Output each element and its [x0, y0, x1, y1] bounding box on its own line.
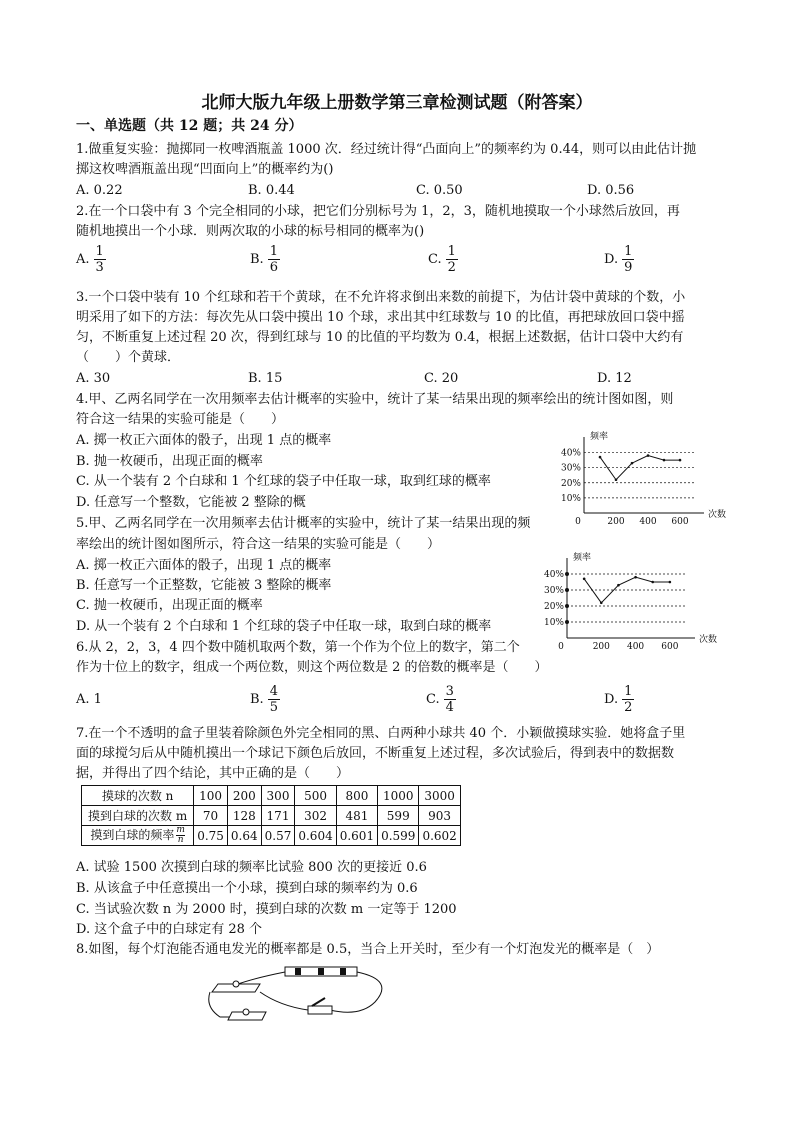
data-point — [663, 459, 666, 462]
q5-option-a[interactable]: A. 掷一枚正六面体的骰子，出现 1 点的概率 — [76, 558, 332, 573]
table-cell: 0.599 — [378, 826, 419, 846]
q6-option-c[interactable]: C. $\frac{3}{4}$ — [426, 684, 454, 715]
q3-line1: 3.一个口袋中装有 10 个红球和若干个黄球，在不允许将求倒出来数的前提下，为估计袋中黄球的个数，小 — [76, 290, 686, 305]
q7-line3: 据，并得出了四个结论，其中正确的是（ ） — [76, 766, 350, 781]
data-point — [631, 462, 634, 465]
x-axis-label: 次数 — [699, 635, 718, 645]
data-point — [600, 602, 603, 605]
bulb-icon — [233, 981, 239, 987]
x-tick-label: 400 — [639, 517, 657, 527]
q4-option-d[interactable]: D. 任意写一个整数，它能被 2 整除的概 — [76, 495, 306, 510]
table-row — [82, 806, 461, 826]
q4-option-a[interactable]: A. 掷一枚正六面体的骰子，出现 1 点的概率 — [76, 433, 332, 448]
q4-line1: 4.甲、乙两名同学在一次用频率去估计概率的实验中，统计了某一结果出现的频率绘出的统计图如图，则 — [76, 392, 674, 407]
q3-option-b[interactable]: B. 15 — [248, 371, 283, 386]
q2-option-c[interactable]: C. $\frac{1}{2}$ — [428, 244, 456, 275]
table-cell: 1000 — [378, 786, 419, 806]
y-tick-label: 30% — [560, 463, 581, 474]
q3-option-a[interactable]: A. 30 — [76, 371, 111, 386]
q6-option-d[interactable]: D. $\frac{1}{2}$ — [604, 684, 633, 715]
y-tick-label: 10% — [543, 618, 564, 628]
q6-line1: 6.从 2，2，3，4 四个数中随机取两个数，第一个作为个位上的数字，第二个 — [76, 640, 520, 655]
q6-option-a[interactable]: A. 1 — [76, 692, 102, 707]
q3-line4: （ ）个黄球． — [76, 350, 181, 365]
x-tick-label: 600 — [671, 517, 689, 527]
q7-line1: 7.在一个不透明的盒子里装着除颜色外完全相同的黑、白两种小球共 40 个．小颖做摸球实验．她将盒子里 — [76, 726, 686, 741]
y-tick-label: 40% — [543, 570, 564, 580]
q4-frequency-chart — [558, 421, 727, 533]
table-cell: 903 — [419, 806, 460, 826]
q2-line2: 随机地摸出一个小球．则两次取的小球的标号相同的概率为() — [76, 224, 425, 239]
q1-options — [76, 183, 726, 201]
x-tick-label: 600 — [661, 642, 679, 652]
q5-option-d[interactable]: D. 从一个装有 2 个白球和 1 个红球的袋子中任取一球，取到白球的概率 — [76, 619, 492, 634]
table-row — [82, 786, 461, 806]
table-cell: 0.602 — [419, 826, 460, 846]
table-cell: 800 — [336, 786, 377, 806]
q7-option-a[interactable]: A. 试验 1500 次摸到白球的频率比试验 800 次的更接近 0.6 — [76, 860, 427, 875]
q5-option-b[interactable]: B. 任意写一个正整数，它能被 3 整除的概率 — [76, 578, 332, 593]
table-cell: 500 — [295, 786, 336, 806]
table-cell: 0.601 — [336, 826, 377, 846]
x-tick-label: 200 — [607, 517, 625, 527]
y-tick-label: 20% — [560, 478, 581, 489]
y-tick-dot — [565, 588, 569, 592]
table-cell: 70 — [194, 806, 228, 826]
q2-line1: 2.在一个口袋中有 3 个完全相同的小球，把它们分别标号为 1，2，3，随机地摸取一个小球然后放回，再 — [76, 204, 680, 219]
y-tick-label: 30% — [543, 586, 564, 596]
battery-cell — [340, 968, 346, 975]
q5-line2: 率绘出的统计图如图所示，符合这一结果的实验可能是（ ） — [76, 537, 441, 552]
y-tick-dot — [565, 572, 569, 576]
q1-option-a[interactable]: A. 0.22 — [76, 183, 123, 198]
table-cell: 481 — [336, 806, 377, 826]
table-cell: 300 — [261, 786, 295, 806]
q2-option-a[interactable]: A. $\frac{1}{3}$ — [76, 244, 104, 275]
table-cell: 599 — [378, 806, 419, 826]
q3-option-c[interactable]: C. 20 — [424, 371, 459, 386]
q3-options — [76, 371, 726, 389]
y-axis-label: 频率 — [590, 432, 609, 442]
data-point — [651, 581, 654, 584]
table-cell: 摸球的次数 n — [82, 786, 194, 806]
data-point — [617, 584, 620, 587]
q4-option-b[interactable]: B. 抛一枚硬币，出现正面的概率 — [76, 454, 263, 469]
q2-option-d[interactable]: D. $\frac{1}{9}$ — [604, 244, 633, 275]
table-cell: 摸到白球的次数 m — [82, 806, 194, 826]
q1-option-d[interactable]: D. 0.56 — [587, 183, 635, 198]
table-cell: 0.57 — [261, 826, 295, 846]
y-tick-dot — [565, 604, 569, 608]
q3-option-d[interactable]: D. 12 — [597, 371, 632, 386]
table-cell: 摸到白球的频率 $\frac{m}{n}$ — [82, 826, 194, 846]
q6-option-b[interactable]: B. $\frac{4}{5}$ — [250, 684, 278, 715]
section-heading: 一、单选题（共 12 题；共 24 分） — [76, 118, 303, 134]
wire — [260, 992, 308, 1010]
q4-line2: 符合这一结果的实验可能是（ ） — [76, 412, 285, 427]
data-point — [679, 459, 682, 462]
q1-line1: 1.做重复实验：抛掷同一枚啤酒瓶盖 1000 次．经过统计得“凸面向上”的频率约为 0.44，则可以由此估计抛 — [76, 142, 697, 157]
q7-data-table — [81, 785, 461, 846]
switch-base — [308, 1006, 332, 1014]
q5-line1: 5.甲、乙两名同学在一次用频率去估计概率的实验中，统计了某一结果出现的频 — [76, 516, 531, 531]
data-point — [669, 581, 672, 584]
q7-line2: 面的球搅匀后从中随机摸出一个球记下颜色后放回，不断重复上述过程，多次试验后，得到表中的数据数 — [76, 746, 675, 761]
table-cell: 100 — [194, 786, 228, 806]
table-cell: 171 — [261, 806, 295, 826]
switch-lever — [312, 998, 325, 1006]
table-cell: 0.64 — [227, 826, 261, 846]
battery-cell — [318, 968, 324, 975]
table-cell: 200 — [227, 786, 261, 806]
q3-line2: 明采用了如下的方法：每次先从口袋中摸出 10 个球，求出其中红球数与 10 的比值，再把球放回口袋中摇 — [76, 310, 685, 325]
y-tick-label: 10% — [560, 493, 581, 504]
q7-option-b[interactable]: B. 从该盒子中任意摸出一个小球，摸到白球的频率约为 0.6 — [76, 881, 418, 896]
table-row — [82, 826, 461, 846]
q2-option-b[interactable]: B. $\frac{1}{6}$ — [250, 244, 278, 275]
q7-option-c[interactable]: C. 当试验次数 n 为 2000 时，摸到白球的次数 m 一定等于 1200 — [76, 902, 457, 917]
table-cell: 302 — [295, 806, 336, 826]
battery-cell — [295, 968, 301, 975]
circuit-diagram — [200, 962, 400, 1022]
x-tick-label: 200 — [592, 642, 610, 652]
y-tick-dot — [565, 620, 569, 624]
x-tick-label: 400 — [626, 642, 645, 652]
q5-frequency-chart — [535, 538, 718, 656]
y-tick-label: 40% — [560, 448, 581, 459]
q1-option-c[interactable]: C. 0.50 — [416, 183, 463, 198]
table-cell: 0.75 — [194, 826, 228, 846]
data-point — [583, 578, 586, 581]
wire — [330, 972, 382, 1012]
table-cell: 128 — [227, 806, 261, 826]
x-axis-label: 次数 — [708, 510, 727, 520]
data-point — [634, 576, 637, 579]
q5-option-c[interactable]: C. 抛一枚硬币，出现正面的概率 — [76, 598, 263, 613]
q6-line2: 作为十位上的数字，组成一个两位数，则这个两位数是 2 的倍数的概率是（ ） — [76, 660, 548, 675]
data-point — [615, 478, 618, 481]
bulb-icon — [243, 1009, 249, 1015]
origin-label: 0 — [575, 517, 581, 527]
q1-line2: 掷这枚啤酒瓶盖出现“凹面向上”的概率约为() — [76, 162, 334, 177]
q4-option-c[interactable]: C. 从一个装有 2 个白球和 1 个红球的袋子中任取一球，取到红球的概率 — [76, 474, 491, 489]
data-point — [647, 454, 650, 457]
y-axis-label: 频率 — [573, 553, 592, 563]
wire — [238, 972, 285, 984]
y-tick-label: 20% — [543, 602, 564, 612]
data-point — [599, 456, 602, 459]
q8-line1: 8.如图，每个灯泡能否通电发光的概率都是 0.5，当合上开关时，至少有一个灯泡发光的概率是（ ） — [76, 942, 660, 957]
q1-option-b[interactable]: B. 0.44 — [248, 183, 295, 198]
q3-line3: 匀，不断重复上述过程 20 次，得到红球与 10 的比值的平均数为 0.4，根据上述数据，估计口袋中大约有 — [76, 330, 684, 345]
document-title: 北师大版九年级上册数学第三章检测试题（附答案） — [201, 93, 593, 113]
table-cell: 3000 — [419, 786, 460, 806]
q7-option-d[interactable]: D. 这个盒子中的白球定有 28 个 — [76, 922, 263, 937]
origin-label: 0 — [558, 642, 564, 652]
table-cell: 0.604 — [295, 826, 336, 846]
